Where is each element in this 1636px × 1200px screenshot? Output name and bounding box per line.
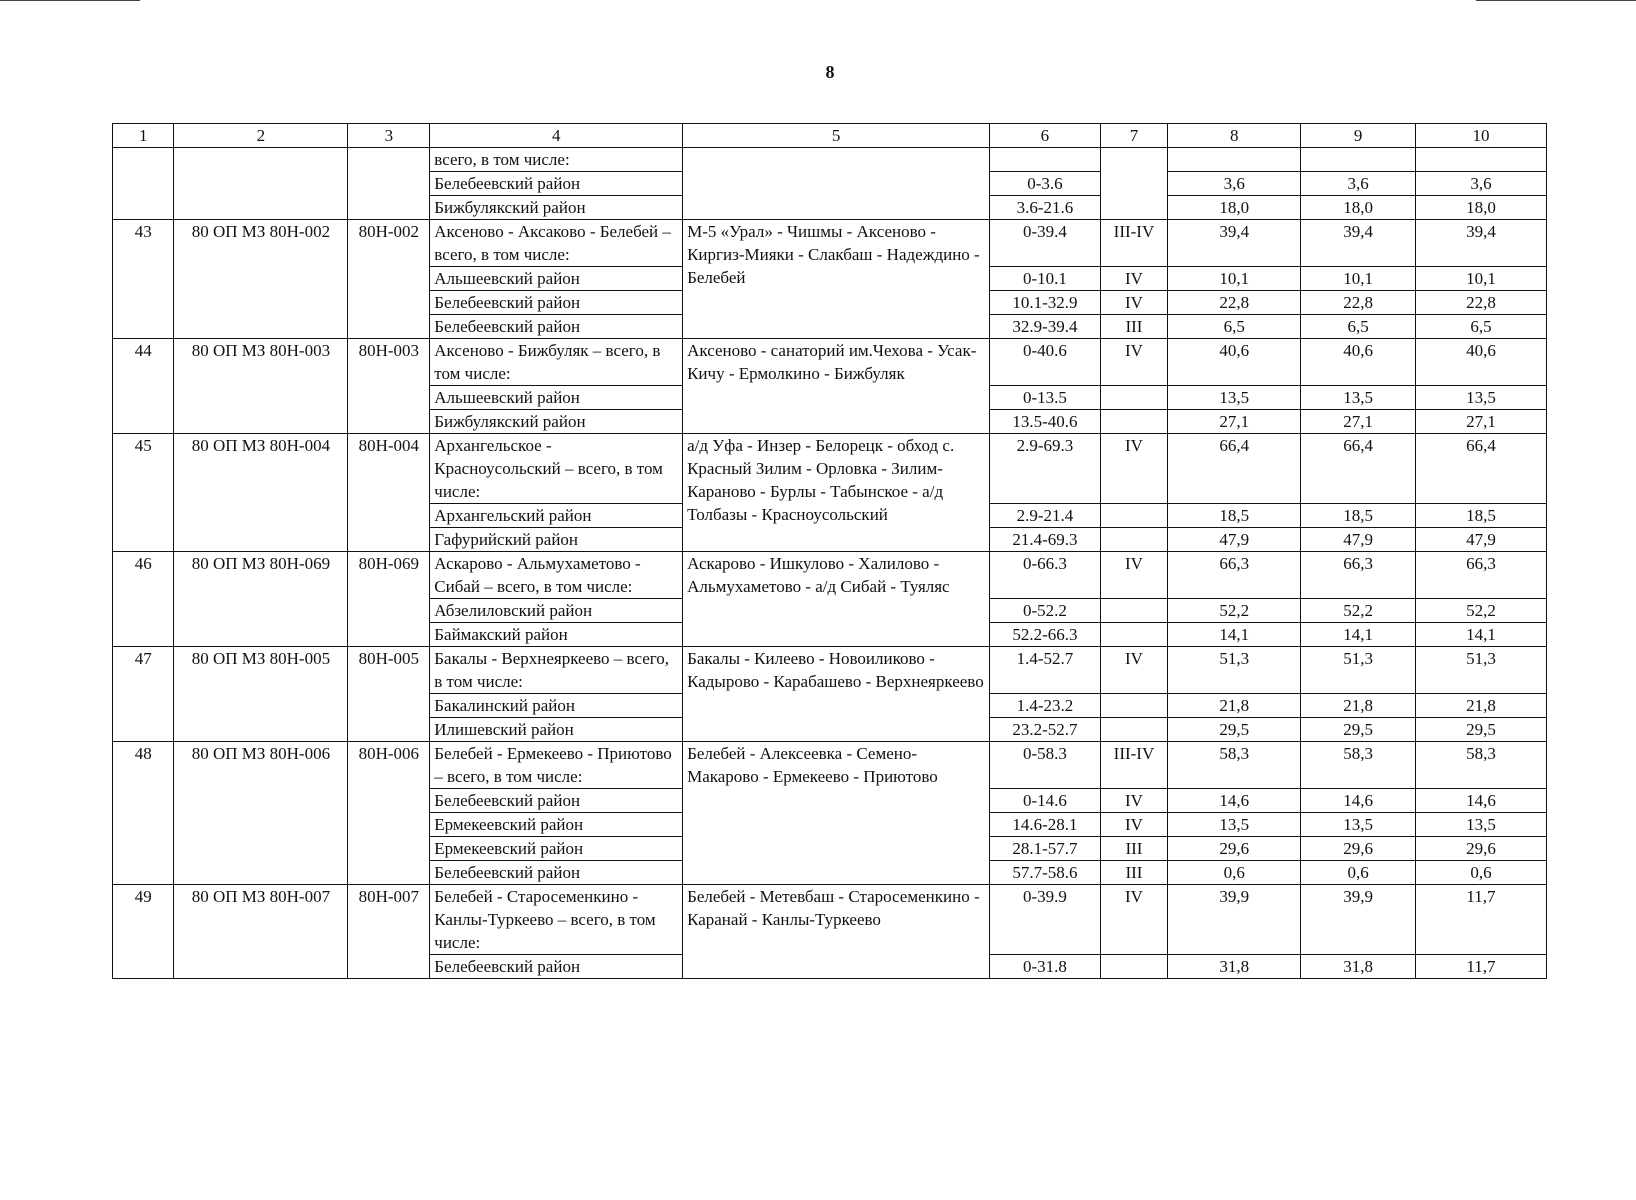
row-number: 47 <box>113 647 174 742</box>
length-col9: 3,6 <box>1301 172 1416 196</box>
section-name: Альшеевский район <box>430 386 683 410</box>
km-range: 1.4-23.2 <box>990 694 1101 718</box>
length-col9: 13,5 <box>1301 813 1416 837</box>
length-col10: 13,5 <box>1415 813 1546 837</box>
km-range <box>990 148 1101 172</box>
km-range: 1.4-52.7 <box>990 647 1101 694</box>
section-name: Абзелиловский район <box>430 599 683 623</box>
length-col8: 27,1 <box>1168 410 1301 434</box>
km-range: 0-39.9 <box>990 885 1101 955</box>
length-col8: 6,5 <box>1168 315 1301 339</box>
length-col10: 52,2 <box>1415 599 1546 623</box>
section-name: Белебей - Ермекеево - Приютово – всего, в том числе: <box>430 742 683 789</box>
route-description: Бакалы - Килеево - Новоиликово - Кадырово - Карабашево - Верхнеяркеево <box>683 647 990 742</box>
category <box>1100 148 1168 220</box>
category <box>1100 504 1168 528</box>
length-col8: 13,5 <box>1168 386 1301 410</box>
category <box>1100 410 1168 434</box>
length-col9: 51,3 <box>1301 647 1416 694</box>
road-id: 80 ОП МЗ 80Н-002 <box>174 220 348 339</box>
length-col9: 27,1 <box>1301 410 1416 434</box>
roads-table <box>112 123 1547 979</box>
km-range: 57.7-58.6 <box>990 861 1101 885</box>
section-name: Бижбулякский район <box>430 196 683 220</box>
section-name: Белебеевский район <box>430 172 683 196</box>
km-range: 21.4-69.3 <box>990 528 1101 552</box>
km-range: 0-10.1 <box>990 267 1101 291</box>
length-col10: 58,3 <box>1415 742 1546 789</box>
length-col9: 47,9 <box>1301 528 1416 552</box>
length-col9 <box>1301 148 1416 172</box>
col-header: 4 <box>430 124 683 148</box>
length-col9: 52,2 <box>1301 599 1416 623</box>
row-number: 45 <box>113 434 174 552</box>
row-number: 44 <box>113 339 174 434</box>
route-description: Белебей - Метевбаш - Старосеменкино - Каранай - Канлы-Туркеево <box>683 885 990 979</box>
length-col10: 18,5 <box>1415 504 1546 528</box>
top-rule-right <box>1476 0 1636 1</box>
km-range: 23.2-52.7 <box>990 718 1101 742</box>
road-code: 80Н-007 <box>348 885 430 979</box>
length-col8: 14,1 <box>1168 623 1301 647</box>
length-col10: 6,5 <box>1415 315 1546 339</box>
road-id: 80 ОП МЗ 80Н-004 <box>174 434 348 552</box>
row-number: 49 <box>113 885 174 979</box>
section-name: Белебеевский район <box>430 291 683 315</box>
road-id: 80 ОП МЗ 80Н-006 <box>174 742 348 885</box>
section-name: Белебей - Старосеменкино - Канлы-Туркеево – всего, в том числе: <box>430 885 683 955</box>
road-code: 80Н-006 <box>348 742 430 885</box>
length-col8: 47,9 <box>1168 528 1301 552</box>
length-col10: 29,6 <box>1415 837 1546 861</box>
km-range: 2.9-69.3 <box>990 434 1101 504</box>
section-name: Ермекеевский район <box>430 837 683 861</box>
length-col9: 22,8 <box>1301 291 1416 315</box>
length-col10: 11,7 <box>1415 955 1546 979</box>
length-col8: 66,4 <box>1168 434 1301 504</box>
length-col9: 18,5 <box>1301 504 1416 528</box>
length-col9: 29,6 <box>1301 837 1416 861</box>
section-name: Баймакский район <box>430 623 683 647</box>
km-range: 0-39.4 <box>990 220 1101 267</box>
length-col9: 14,6 <box>1301 789 1416 813</box>
km-range: 0-14.6 <box>990 789 1101 813</box>
length-col8: 29,5 <box>1168 718 1301 742</box>
length-col10: 66,4 <box>1415 434 1546 504</box>
section-name: Аксеново - Аксаково - Белебей – всего, в том числе: <box>430 220 683 267</box>
length-col9: 10,1 <box>1301 267 1416 291</box>
length-col10: 3,6 <box>1415 172 1546 196</box>
km-range: 32.9-39.4 <box>990 315 1101 339</box>
section-name: Бакалы - Верхнеяркеево – всего, в том числе: <box>430 647 683 694</box>
table-row <box>113 220 1547 267</box>
length-col8: 52,2 <box>1168 599 1301 623</box>
category <box>1100 599 1168 623</box>
section-name: Альшеевский район <box>430 267 683 291</box>
km-range: 0-13.5 <box>990 386 1101 410</box>
length-col10: 22,8 <box>1415 291 1546 315</box>
section-name: Белебеевский район <box>430 861 683 885</box>
row-number: 43 <box>113 220 174 339</box>
table-body <box>113 148 1547 979</box>
category <box>1100 623 1168 647</box>
category: III <box>1100 315 1168 339</box>
table-row <box>113 148 1547 172</box>
length-col8: 18,5 <box>1168 504 1301 528</box>
km-range: 2.9-21.4 <box>990 504 1101 528</box>
km-range: 10.1-32.9 <box>990 291 1101 315</box>
section-name: Бижбулякский район <box>430 410 683 434</box>
col-header: 2 <box>174 124 348 148</box>
category: IV <box>1100 647 1168 694</box>
length-col9: 29,5 <box>1301 718 1416 742</box>
col-header: 10 <box>1415 124 1546 148</box>
col-header: 1 <box>113 124 174 148</box>
category: IV <box>1100 267 1168 291</box>
road-code: 80Н-004 <box>348 434 430 552</box>
category <box>1100 955 1168 979</box>
category: IV <box>1100 339 1168 386</box>
category: III-IV <box>1100 742 1168 789</box>
table-row <box>113 742 1547 789</box>
km-range: 0-40.6 <box>990 339 1101 386</box>
length-col8: 0,6 <box>1168 861 1301 885</box>
length-col9: 66,4 <box>1301 434 1416 504</box>
route-description: Аксеново - санаторий им.Чехова - Усак-Кичу - Ермолкино - Бижбуляк <box>683 339 990 434</box>
length-col10: 51,3 <box>1415 647 1546 694</box>
km-range: 0-31.8 <box>990 955 1101 979</box>
km-range: 0-3.6 <box>990 172 1101 196</box>
length-col10 <box>1415 148 1546 172</box>
route-description: М-5 «Урал» - Чишмы - Аксеново - Киргиз-Мияки - Слакбаш - Надеждино - Белебей <box>683 220 990 339</box>
length-col8: 51,3 <box>1168 647 1301 694</box>
length-col8: 22,8 <box>1168 291 1301 315</box>
row-number: 46 <box>113 552 174 647</box>
length-col8: 39,4 <box>1168 220 1301 267</box>
table-row <box>113 647 1547 694</box>
section-name: Бакалинский район <box>430 694 683 718</box>
table-row <box>113 885 1547 955</box>
length-col10: 14,6 <box>1415 789 1546 813</box>
km-range: 52.2-66.3 <box>990 623 1101 647</box>
length-col9: 14,1 <box>1301 623 1416 647</box>
km-range: 14.6-28.1 <box>990 813 1101 837</box>
category: IV <box>1100 291 1168 315</box>
length-col9: 31,8 <box>1301 955 1416 979</box>
length-col8: 14,6 <box>1168 789 1301 813</box>
section-name: Ермекеевский район <box>430 813 683 837</box>
section-name: Архангельский район <box>430 504 683 528</box>
section-name: Белебеевский район <box>430 955 683 979</box>
section-name: Аксеново - Бижбуляк – всего, в том числе: <box>430 339 683 386</box>
length-col9: 0,6 <box>1301 861 1416 885</box>
col-header: 8 <box>1168 124 1301 148</box>
length-col8: 10,1 <box>1168 267 1301 291</box>
km-range: 0-52.2 <box>990 599 1101 623</box>
length-col10: 11,7 <box>1415 885 1546 955</box>
top-rule-left <box>0 0 140 1</box>
road-id <box>174 148 348 220</box>
length-col8 <box>1168 148 1301 172</box>
road-code <box>348 148 430 220</box>
category: IV <box>1100 813 1168 837</box>
table-row <box>113 339 1547 386</box>
row-number <box>113 148 174 220</box>
category <box>1100 386 1168 410</box>
length-col8: 3,6 <box>1168 172 1301 196</box>
road-code: 80Н-069 <box>348 552 430 647</box>
length-col8: 66,3 <box>1168 552 1301 599</box>
km-range: 3.6-21.6 <box>990 196 1101 220</box>
section-name: Белебеевский район <box>430 789 683 813</box>
category <box>1100 528 1168 552</box>
length-col8: 18,0 <box>1168 196 1301 220</box>
length-col9: 6,5 <box>1301 315 1416 339</box>
length-col9: 18,0 <box>1301 196 1416 220</box>
route-description <box>683 148 990 220</box>
length-col9: 39,9 <box>1301 885 1416 955</box>
route-description: а/д Уфа - Инзер - Белорецк - обход с. Красный Зилим - Орловка - Зилим-Караново - Бурлы - Табынское - а/д Толбазы - Красноусольский <box>683 434 990 552</box>
section-name: Белебеевский район <box>430 315 683 339</box>
road-id: 80 ОП МЗ 80Н-005 <box>174 647 348 742</box>
col-header: 9 <box>1301 124 1416 148</box>
length-col10: 66,3 <box>1415 552 1546 599</box>
length-col8: 31,8 <box>1168 955 1301 979</box>
col-header: 3 <box>348 124 430 148</box>
page-number: 8 <box>825 62 835 82</box>
road-id: 80 ОП МЗ 80Н-003 <box>174 339 348 434</box>
km-range: 0-66.3 <box>990 552 1101 599</box>
category <box>1100 694 1168 718</box>
km-range: 13.5-40.6 <box>990 410 1101 434</box>
length-col8: 29,6 <box>1168 837 1301 861</box>
length-col10: 10,1 <box>1415 267 1546 291</box>
category: III <box>1100 837 1168 861</box>
length-col9: 39,4 <box>1301 220 1416 267</box>
category: IV <box>1100 434 1168 504</box>
length-col10: 39,4 <box>1415 220 1546 267</box>
header-row <box>113 124 1547 148</box>
table-row <box>113 434 1547 504</box>
col-header: 7 <box>1100 124 1168 148</box>
section-name: Илишевский район <box>430 718 683 742</box>
length-col8: 58,3 <box>1168 742 1301 789</box>
road-code: 80Н-005 <box>348 647 430 742</box>
col-header: 5 <box>683 124 990 148</box>
category: IV <box>1100 552 1168 599</box>
length-col8: 21,8 <box>1168 694 1301 718</box>
section-name: Архангельское - Красноусольский – всего, в том числе: <box>430 434 683 504</box>
length-col8: 39,9 <box>1168 885 1301 955</box>
table-row <box>113 552 1547 599</box>
length-col9: 66,3 <box>1301 552 1416 599</box>
length-col10: 47,9 <box>1415 528 1546 552</box>
length-col8: 13,5 <box>1168 813 1301 837</box>
length-col10: 18,0 <box>1415 196 1546 220</box>
length-col9: 21,8 <box>1301 694 1416 718</box>
row-number: 48 <box>113 742 174 885</box>
km-range: 28.1-57.7 <box>990 837 1101 861</box>
route-description: Аскарово - Ишкулово - Халилово - Альмухаметово - а/д Сибай - Туяляс <box>683 552 990 647</box>
length-col8: 40,6 <box>1168 339 1301 386</box>
length-col9: 58,3 <box>1301 742 1416 789</box>
length-col10: 29,5 <box>1415 718 1546 742</box>
length-col9: 13,5 <box>1301 386 1416 410</box>
length-col9: 40,6 <box>1301 339 1416 386</box>
route-description: Белебей - Алексеевка - Семено-Макарово - Ермекеево - Приютово <box>683 742 990 885</box>
road-id: 80 ОП МЗ 80Н-069 <box>174 552 348 647</box>
length-col10: 14,1 <box>1415 623 1546 647</box>
category: III-IV <box>1100 220 1168 267</box>
length-col10: 13,5 <box>1415 386 1546 410</box>
section-name: Гафурийский район <box>430 528 683 552</box>
col-header: 6 <box>990 124 1101 148</box>
road-code: 80Н-003 <box>348 339 430 434</box>
road-code: 80Н-002 <box>348 220 430 339</box>
length-col10: 0,6 <box>1415 861 1546 885</box>
section-name: Аскарово - Альмухаметово - Сибай – всего, в том числе: <box>430 552 683 599</box>
category: IV <box>1100 789 1168 813</box>
length-col10: 40,6 <box>1415 339 1546 386</box>
road-id: 80 ОП МЗ 80Н-007 <box>174 885 348 979</box>
length-col10: 21,8 <box>1415 694 1546 718</box>
length-col10: 27,1 <box>1415 410 1546 434</box>
category: IV <box>1100 885 1168 955</box>
category: III <box>1100 861 1168 885</box>
section-name: всего, в том числе: <box>430 148 683 172</box>
km-range: 0-58.3 <box>990 742 1101 789</box>
category <box>1100 718 1168 742</box>
